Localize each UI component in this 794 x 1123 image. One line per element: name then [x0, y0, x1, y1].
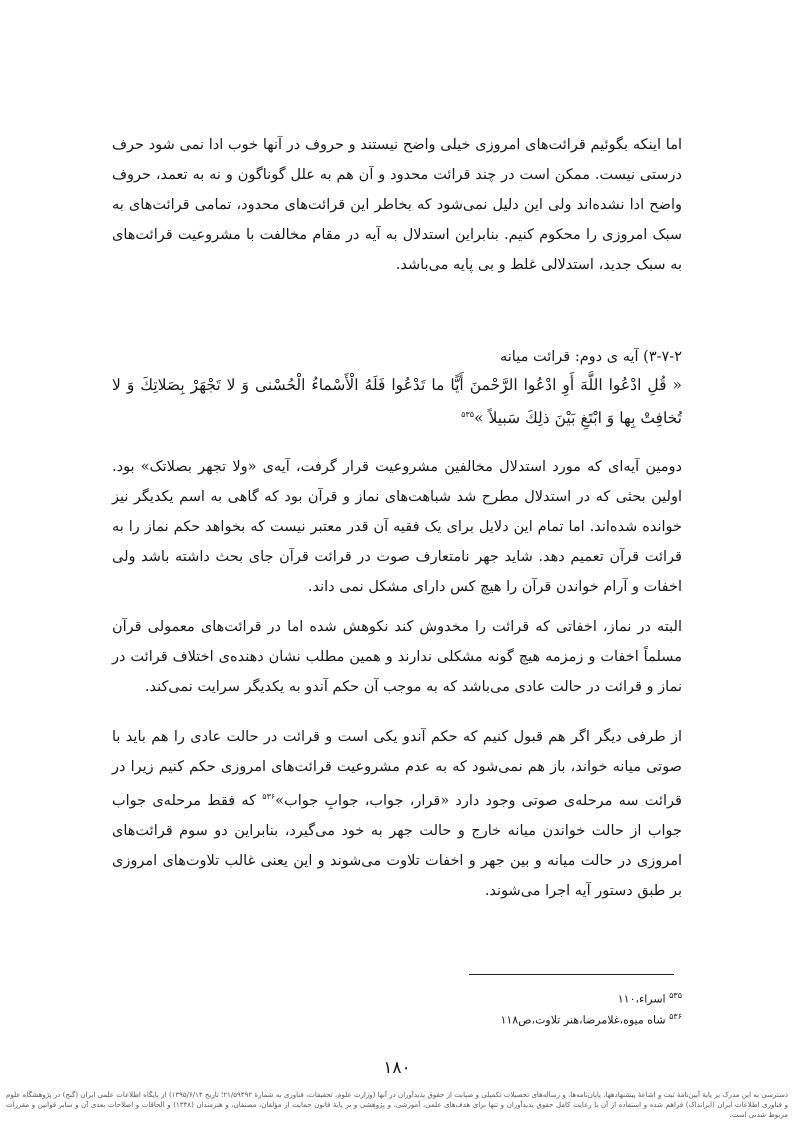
- paragraph-text: که فقط مرحله‌ی جواب جواب از حالت خواندن میانه خارج و حالت جهر به خود می‌گیرد، بنابراین دو سوم قرائت‌های امروزی در حالت میانه و بین جهر و اخفات تلاوت می‌شوند و این یعنی غالب تلاوت‌های امروزی بر طبق دستور آیه اجرا می‌شوند.: [112, 792, 682, 899]
- footnote: [618, 988, 682, 1008]
- page-number: ۱۸۰: [383, 1058, 411, 1078]
- footnote-divider: [469, 974, 674, 975]
- body-paragraph: دومین آیه‌ای که مورد استدلال مخالفین مشروعیت قرار گرفت، آیه‌ی «ولا تجهر بصلاتک» بود. اولین بحثی که در استدلال مطرح شد شباهت‌های نماز و قرآن بود که گاهی به اسم یکدیگر نیز خوانده شده‌اند. اما تمام این دلایل برای یک فقیه آن قدر معتبر نیست که بخواهد حکم نماز را به قرائت قرآن تعمیم دهد. شاید جهر نامتعارف صوت در قرائت قرآن جای بحث داشته باشد ولی اخفات و آرام خواندن قرآن را هیچ کس دارای مشکل نمی داند.: [112, 459, 682, 595]
- footnote: [500, 1009, 682, 1029]
- footnote-text: اسراء،۱۱۰: [617, 992, 670, 1006]
- verse-text: « قُلِ ادْعُوا اللَّهَ أَوِ ادْعُوا الرَّحْمنَ أَيًّا ما تَدْعُوا فَلَهُ الْأَسْماءُ الْحُسْنى‏ وَ لا تَجْهَرْ بِصَلاتِكَ وَ لا تُخافِتْ بِها وَ ابْتَغِ بَيْنَ ذلِكَ سَبيلاً »: [112, 376, 682, 428]
- license-notice: دسترسی به این مدرک بر پایهٔ آیین‌نامهٔ ثبت و اشاعهٔ پیشنهادهها، پایان‌نامه‌ها، و رساله‌های تحصیلات تکمیلی و صیانت از حقوق پدیدآوران در آنها (وزارت علوم، تحقیقات، فناوری به شمارهٔ ۲۱/۵۹۴۹۲؛ تاریخ ۱۳۹۵/۶/۱۴) از پایگاه اطلاعات علمی ایران (گنج) در پژوهشگاه علوم و فناوری اطلاعات ایران (ایرانداک) فراهم شده و استفاده از آن با رعایت کامل حقوق پدیدآوران و تنها برای هدف‌های علمی، آموزشی، و پژوهشی و بر پایهٔ قانون حمایت از مؤلفان، مصنفان، و هنرمندان (۱۳۴۸) و الحاقات و اصلاحات بعدی آن و سایر قوانین و مقررات مربوط شدنی است.: [6, 1091, 789, 1119]
- paragraph-text: از طرفی دیگر اگر هم قبول کنیم که حکم آندو یکی است و قرائت در حالت عادی را هم باید با صوتی میانه خواند، باز هم نمی‌شود که به عدم مشروعیت قرائت‌های امروزی حکم کنیم زیرا در قرائت سه مرحله‌ی صوتی وجود دارد «قرار، جواب، جوابِ جواب»: [112, 729, 682, 809]
- quran-verse: [112, 370, 682, 433]
- verse-footnote-ref: ۵۳۵: [461, 410, 475, 419]
- footnote-ref: ۵۳۶: [262, 792, 276, 801]
- body-paragraph: [112, 722, 682, 906]
- footnote-text: شاه میوه،غلامرضا،هنر تلاوت،ص۱۱۸: [500, 1013, 670, 1027]
- body-paragraph: البته در نماز، اخفاتی که قرائت را مخدوش کند نکوهش شده اما در قرائت‌های معمولی قرآن مسلماً اخفات و زمزمه هیچ گونه مشکلی ندارند و همین مطلب نشان دهنده‌ی اختلاف قرائت در نماز و قرائت در حالت عادی می‌باشد که به موجب آن حکم آندو به یکدیگر سرایت نمی‌کند.: [112, 619, 682, 695]
- body-paragraph: اما اینکه بگوئیم قرائت‌های امروزی خیلی واضح نیستند و حروف در آنها خوب ادا نمی شود حرف درستی نیست. ممکن است در چند قرائت محدود و آن هم به علل گوناگون و نه به تعمد، حروف واضح ادا نشده‌اند ولی این دلیل نمی‌شود که بخاطر این قرائت‌های محدود، تمامی قرائت‌های به سبک امروزی را محکوم کنیم. بنابراین استدلال به آیه در مقام مخالفت با مشروعیت قرائت‌های به سبک جدید، استدلالی غلط و بی پایه می‌باشد.: [112, 137, 682, 273]
- footnote-number: ۵۳۵: [669, 991, 682, 1000]
- section-heading: ۳-۷-۲) آیه ی دوم: قرائت میانه: [500, 349, 682, 365]
- footnote-number: ۵۳۶: [669, 1012, 682, 1021]
